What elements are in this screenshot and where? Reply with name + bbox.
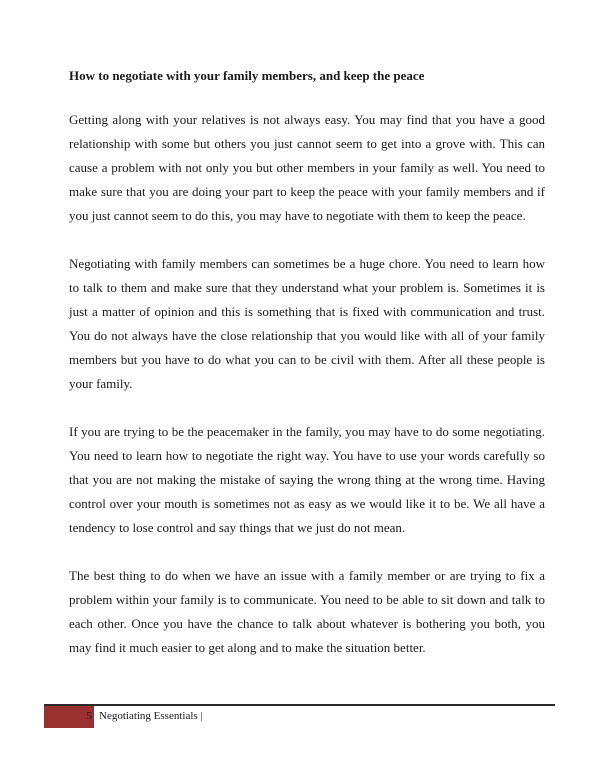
footer-title: Negotiating Essentials | — [99, 710, 203, 722]
paragraph-3: If you are trying to be the peacemaker in the family, you may have to do some negotiating. You need to learn how to negotiate the right way. You have to use your words carefully so that you are not making the mistake of saying the wrong thing at the wrong time. Having control over your mouth is sometimes not as easy as we would like it to be. We all have a tendency to lose control and say things that we just do not mean. — [69, 424, 545, 535]
paragraph-2: Negotiating with family members can sometimes be a huge chore. You need to learn how to talk to them and make sure that they understand what your problem is. Sometimes it is just a matter of opinion and this is something that is fixed with communication and trust. You do not always have the close relationship that you would like with all of your family members but you have to do what you can to be civil with them. After all these people is your family. — [69, 256, 545, 391]
footer-divider — [44, 704, 555, 706]
page-number: 5 — [86, 710, 92, 722]
paragraph-1: Getting along with your relatives is not always easy. You may find that you have a good relationship with some but others you just cannot seem to get into a grove with. This can cause a problem with not only you but other members in your family as well. You need to make sure that you are doing your part to keep the peace with your family members and if you just cannot seem to do this, you may have to negotiate with them to keep the peace. — [69, 112, 545, 223]
section-heading: How to negotiate with your family members, and keep the peace — [69, 68, 425, 83]
paragraph-4: The best thing to do when we have an issue with a family member or are trying to fix a problem within your family is to communicate. You need to be able to sit down and talk to each other. Once you have the chance to talk about whatever is bothering you both, you may find it much easier to get along and to make the situation better. — [69, 568, 545, 655]
page-content — [69, 66, 545, 684]
